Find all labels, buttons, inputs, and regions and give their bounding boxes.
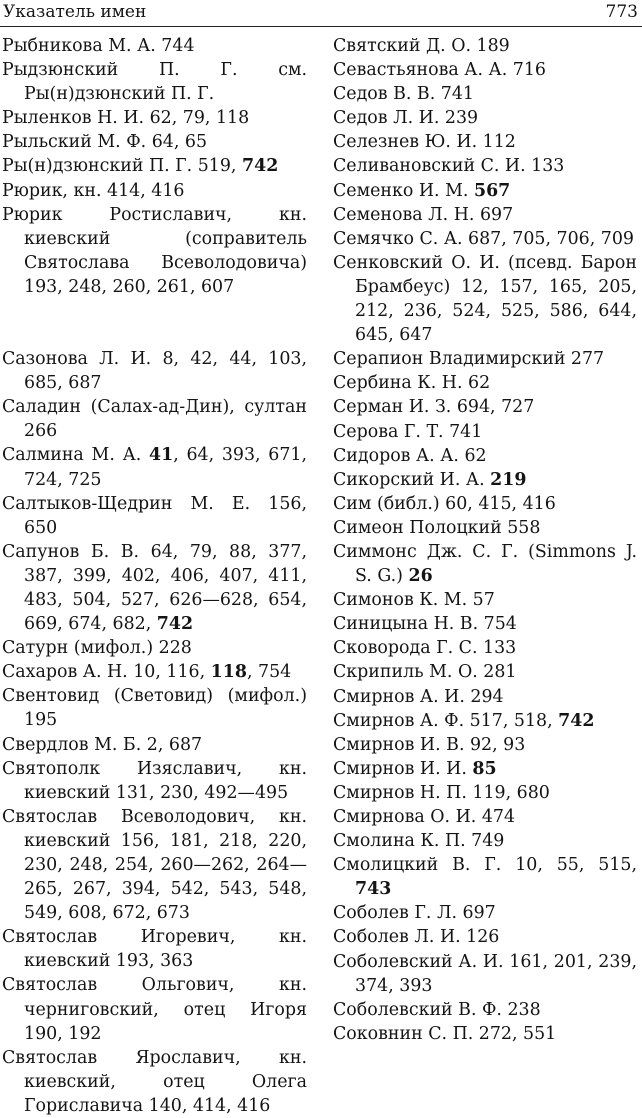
entry-text: Седов В. В. 741 xyxy=(333,84,474,105)
index-entry xyxy=(333,227,637,251)
index-entry xyxy=(2,925,307,973)
entry-text: Севастьянова А. А. 716 xyxy=(333,60,546,81)
entry-text: Синицына Н. В. 754 xyxy=(333,614,517,635)
entry-bold-page: 742 xyxy=(242,156,279,177)
entry-bold-page: 219 xyxy=(490,469,527,490)
index-entry xyxy=(2,130,307,154)
entry-text: Святослав Ольгович, кн. черниговский, отец Игоря 190, 192 xyxy=(2,975,307,1044)
entry-text: Соболев Г. Л. 697 xyxy=(333,903,496,924)
entry-text: Соболев Л. И. 126 xyxy=(333,927,500,948)
index-entry xyxy=(2,492,307,540)
running-title: Указатель имен xyxy=(3,2,147,22)
index-entry xyxy=(333,58,637,82)
index-entry xyxy=(333,203,637,227)
entry-text: Сидоров А. А. 62 xyxy=(333,445,487,466)
entry-text: Соковнин С. П. 272, 551 xyxy=(333,1023,557,1044)
index-entry xyxy=(333,588,637,612)
index-entry xyxy=(333,636,637,660)
index-entry xyxy=(333,853,637,901)
index-entry xyxy=(2,395,307,443)
index-entry xyxy=(333,925,637,949)
index-entry xyxy=(2,540,307,636)
entry-text: Святослав Всеволодович, кн. киевский 156, 181, 218, 220, 230, 248, 254, 260—262, 264—265, 267, 394, 542, 543, 548, 549, 608, 672, 673 xyxy=(2,806,307,924)
index-entry xyxy=(2,733,307,757)
entry-text: Смолицкий В. Г. 10, 55, 515, xyxy=(333,855,637,876)
index-entry xyxy=(2,636,307,660)
index-entry xyxy=(333,685,637,709)
entry-text: Серова Г. Т. 741 xyxy=(333,421,483,442)
entry-text: Серапион Владимирский 277 xyxy=(333,349,605,370)
entry-text: Рыдзюнский П. Г. см. Ры(н)дзюнский П. Г. xyxy=(2,60,307,105)
entry-text: Серман И. З. 694, 727 xyxy=(333,397,535,418)
index-entry xyxy=(333,106,637,130)
entry-bold-page: 118 xyxy=(210,662,247,683)
index-entry xyxy=(2,58,307,106)
index-entry xyxy=(333,82,637,106)
entry-text: Селивановский С. И. 133 xyxy=(333,156,565,177)
entry-text: Семенова Л. Н. 697 xyxy=(333,204,514,225)
index-entry xyxy=(333,34,637,58)
entry-text: Сим (библ.) 60, 415, 416 xyxy=(333,493,556,514)
index-entry xyxy=(333,805,637,829)
entry-text: Смирнов И. И. xyxy=(333,758,473,779)
index-entry xyxy=(333,468,637,492)
index-entry xyxy=(333,901,637,925)
entry-text: Сапунов Б. В. 64, 79, 88, 377, 387, 399, 402, 406, 407, 411, 483, 504, 527, 626—628, 654, 669, 674, 682, xyxy=(2,541,307,635)
entry-text: Соболевский В. Ф. 238 xyxy=(333,999,541,1020)
section-gap xyxy=(2,299,307,347)
index-entry xyxy=(333,371,637,395)
index-entry xyxy=(333,540,637,588)
index-entry xyxy=(2,154,307,178)
entry-text: Ры(н)дзюнский П. Г. 519, xyxy=(2,156,242,177)
index-entry xyxy=(333,179,637,203)
entry-text: Сербина К. Н. 62 xyxy=(333,373,491,394)
index-entry xyxy=(333,516,637,540)
index-entry xyxy=(2,805,307,925)
entry-text: Саладин (Салах-ад-Дин), султан 266 xyxy=(2,397,307,442)
entry-bold-page: 26 xyxy=(408,566,433,587)
entry-text: Смирнова О. И. 474 xyxy=(333,807,516,827)
entry-text: Рыленков Н. И. 62, 79, 118 xyxy=(2,108,250,129)
index-entry xyxy=(333,757,637,781)
entry-text: Симонов К. М. 57 xyxy=(333,590,495,611)
index-entry xyxy=(333,1022,637,1046)
entry-bold-page: 41 xyxy=(149,445,174,466)
index-entry xyxy=(2,179,307,203)
entry-text: Сикорский И. А. xyxy=(333,469,491,490)
entry-text: Смирнов А. И. 294 xyxy=(333,686,504,707)
index-entry xyxy=(2,34,307,58)
index-entry xyxy=(2,684,307,732)
index-entry xyxy=(333,130,637,154)
index-entry xyxy=(2,660,307,684)
entry-text: Сковорода Г. С. 133 xyxy=(333,638,517,659)
entry-bold-page: 743 xyxy=(355,879,392,900)
entry-text: Сазонова Л. И. 8, 42, 44, 103, 685, 687 xyxy=(2,349,307,394)
index-entry xyxy=(333,998,637,1022)
entry-text: Свентовид (Световид) (мифол.) 195 xyxy=(2,686,307,731)
entry-text-after: , 754 xyxy=(246,662,292,683)
index-entry xyxy=(333,709,637,733)
entry-text: Смирнов Н. П. 119, 680 xyxy=(333,782,550,803)
entry-text: Семячко С. А. 687, 705, 706, 709 xyxy=(333,228,634,249)
entry-text: Сатурн (мифол.) 228 xyxy=(2,638,192,659)
index-entry xyxy=(333,347,637,371)
index-entry xyxy=(2,757,307,805)
entry-text-after: , 64, 393, 671, 724, 725 xyxy=(24,445,307,490)
index-entry xyxy=(333,660,637,684)
entry-text: Сенковский О. И. (псевд. Барон Брамбеус) 12, 157, 165, 205, 212, 236, 524, 525, 586, 644, 645, 647 xyxy=(333,252,637,346)
entry-text: Рыльский М. Ф. 64, 65 xyxy=(2,132,208,153)
index-entry xyxy=(2,973,307,1045)
index-entry xyxy=(333,950,637,998)
index-entry xyxy=(2,347,307,395)
entry-text: Свердлов М. Б. 2, 687 xyxy=(2,734,203,755)
index-entry xyxy=(333,420,637,444)
index-entry xyxy=(333,829,637,853)
entry-text: Седов Л. И. 239 xyxy=(333,108,479,129)
index-entry xyxy=(333,154,637,178)
entry-text: Рюрик, кн. 414, 416 xyxy=(2,180,185,201)
index-entry xyxy=(333,251,637,347)
index-column-left xyxy=(2,34,307,1118)
index-entry xyxy=(2,443,307,491)
entry-text: Смолина К. П. 749 xyxy=(333,831,505,852)
entry-text: Святский Д. О. 189 xyxy=(333,36,510,56)
index-column-right xyxy=(333,34,637,1046)
entry-text: Селезнев Ю. И. 112 xyxy=(333,132,516,153)
entry-text: Святослав Игоревич, кн. киевский 193, 363 xyxy=(2,927,307,972)
entry-bold-page: 567 xyxy=(473,180,511,201)
entry-bold-page: 742 xyxy=(156,614,194,635)
index-entry xyxy=(333,612,637,636)
entry-text: Святополк Изяславич, кн. киевский 131, 230, 492—495 xyxy=(2,758,307,803)
entry-text: Смирнов И. В. 92, 93 xyxy=(333,734,526,755)
index-entry xyxy=(333,492,637,516)
index-entry xyxy=(333,781,637,805)
entry-text: Соболевский А. И. 161, 201, 239, 374, 393 xyxy=(333,951,637,996)
entry-text: Святослав Ярославич, кн. киевский, отец Олега Гориславича 140, 414, 416 xyxy=(2,1047,307,1116)
entry-bold-page: 742 xyxy=(558,710,595,731)
entry-text: Салмина М. А. xyxy=(2,445,149,466)
index-entry xyxy=(333,444,637,468)
entry-text: Смирнов А. Ф. 517, 518, xyxy=(333,710,559,731)
index-entry xyxy=(333,733,637,757)
page-number: 773 xyxy=(605,2,638,22)
entry-text: Симмонс Дж. С. Г. (Simmons J. S. G.) xyxy=(333,541,637,587)
index-entry xyxy=(2,203,307,299)
index-entry xyxy=(333,395,637,419)
entry-text: Семенко И. М. xyxy=(333,180,474,201)
entry-text: Сахаров А. Н. 10, 116, xyxy=(2,662,211,683)
index-entry xyxy=(2,106,307,130)
entry-text: Салтыков-Щедрин М. Е. 156, 650 xyxy=(2,493,307,538)
entry-text: Скрипиль М. О. 281 xyxy=(333,662,517,683)
entry-text: Симеон Полоцкий 558 xyxy=(333,517,541,538)
entry-text: Рыбникова М. А. 744 xyxy=(2,36,195,56)
index-entry xyxy=(2,1046,307,1118)
entry-bold-page: 85 xyxy=(472,758,497,779)
entry-text: Рюрик Ростиславич, кн. киевский (соправитель Святослава Всеволодовича) 193, 248, 260, 261, 607 xyxy=(2,204,307,297)
running-header xyxy=(0,0,642,27)
